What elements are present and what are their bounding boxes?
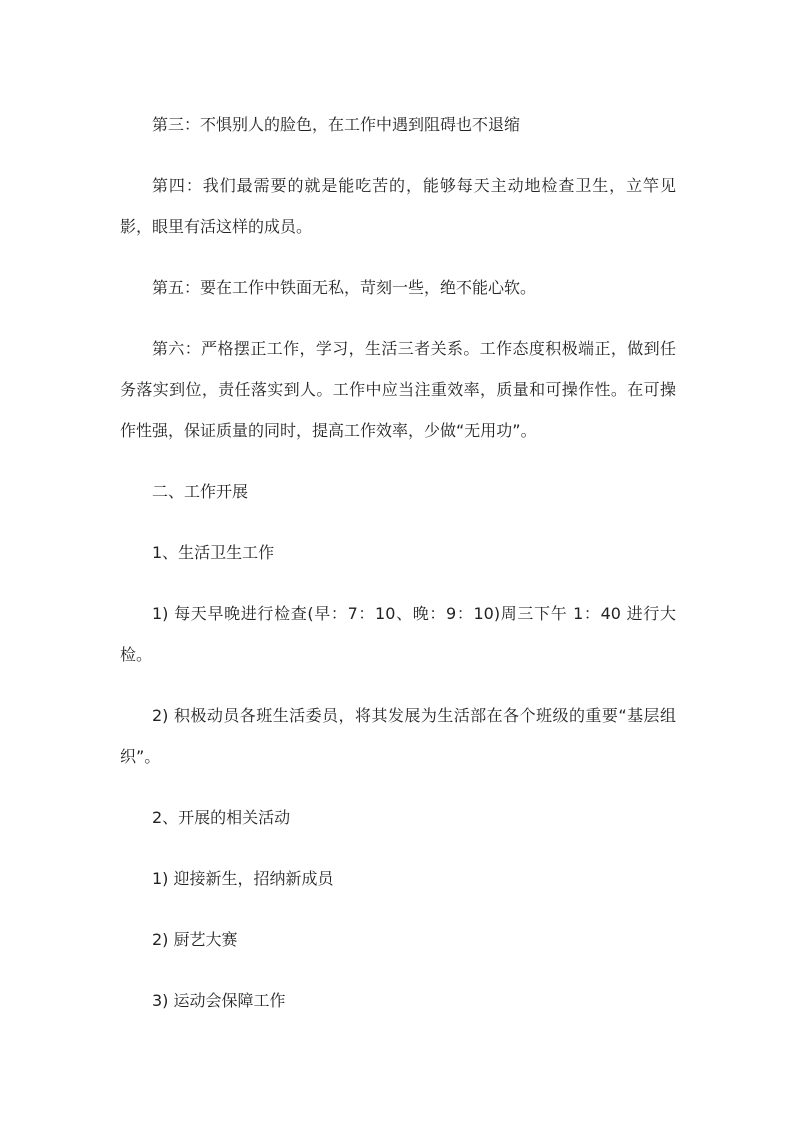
document-body — [120, 104, 676, 1041]
list-item-sports-support: 3) 运动会保障工作 — [152, 991, 286, 1010]
subheading-related-activities: 2、开展的相关活动 — [152, 808, 291, 827]
section-heading-work-development: 二、工作开展 — [152, 482, 249, 501]
paragraph-fourth-point: 第四：我们最需要的就是能吃苦的，能够每天主动地检查卫生，立竿见影，眼里有活这样的成员。 — [120, 176, 676, 236]
paragraph-fifth-point: 第五：要在工作中铁面无私，苛刻一些，绝不能心软。 — [152, 278, 537, 297]
list-item-class-committee: 2) 积极动员各班生活委员，将其发展为生活部在各个班级的重要“基层组织”。 — [120, 706, 676, 766]
paragraph-sixth-point: 第六：严格摆正工作，学习，生活三者关系。工作态度积极端正，做到任务落实到位，责任落实到人。工作中应当注重效率，质量和可操作性。在可操作性强，保证质量的同时，提高工作效率，少做“无用功”。 — [120, 339, 676, 440]
list-item-welcome-freshmen: 1) 迎接新生，招纳新成员 — [152, 869, 334, 888]
list-item-cooking-contest: 2) 厨艺大赛 — [152, 930, 238, 949]
paragraph-third-point: 第三：不惧别人的脸色，在工作中遇到阻碍也不退缩 — [152, 115, 521, 134]
subheading-hygiene-work: 1、生活卫生工作 — [152, 543, 275, 562]
list-item-daily-inspection: 1) 每天早晚进行检查(早：7：10、晚：9：10)周三下午 1：40 进行大检。 — [120, 604, 676, 664]
